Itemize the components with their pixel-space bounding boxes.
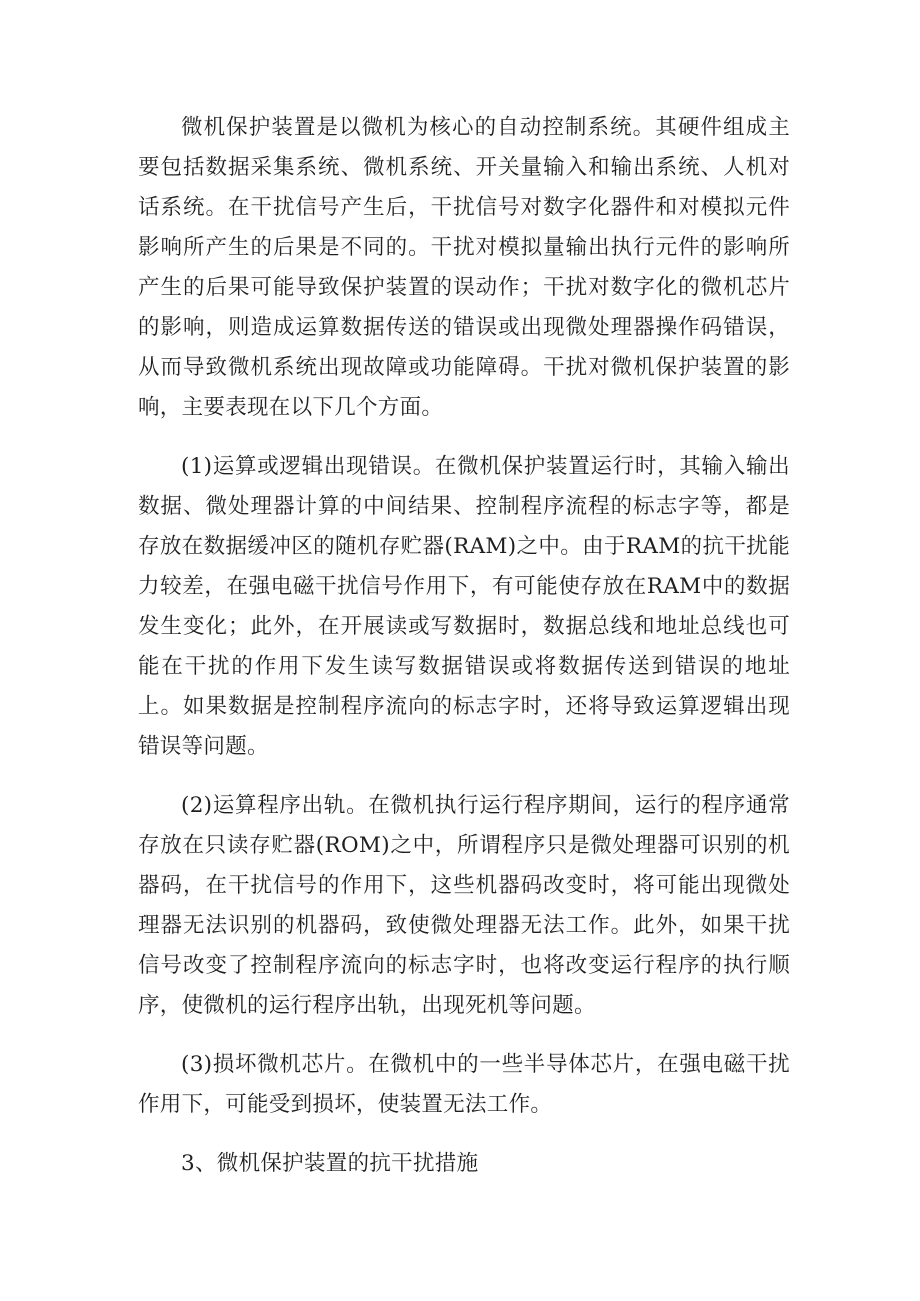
document-body — [138, 108, 790, 1184]
paragraph-item-3: (3)损坏微机芯片。在微机中的一些半导体芯片，在强电磁干扰作用下，可能受到损坏，使装置无法工作。 — [138, 1052, 790, 1117]
paragraph-item-2: (2)运算程序出轨。在微机执行运行程序期间，运行的程序通常存放在只读存贮器(ROM)之中，所谓程序只是微处理器可识别的机器码，在干扰信号的作用下，这些机器码改变时，将可能出现微处理器无法识别的机器码，致使微处理器无法工作。此外，如果干扰信号改变了控制程序流向的标志字时，也将改变运行程序的执行顺序，使微机的运行程序出轨，出现死机等问题。 — [138, 793, 790, 1018]
paragraph-item-1: (1)运算或逻辑出现错误。在微机保护装置运行时，其输入输出数据、微处理器计算的中间结果、控制程序流程的标志字等，都是存放在数据缓冲区的随机存贮器(RAM)之中。由于RAM的抗干扰能力较差，在强电磁干扰信号作用下，有可能使存放在RAM中的数据发生变化；此外，在开展读或写数据时，数据总线和地址总线也可能在干扰的作用下发生读写数据错误或将数据传送到错误的地址上。如果数据是控制程序流向的标志字时，还将导致运算逻辑出现错误等问题。 — [138, 454, 790, 759]
paragraph-intro: 微机保护装置是以微机为核心的自动控制系统。其硬件组成主要包括数据采集系统、微机系统、开关量输入和输出系统、人机对话系统。在干扰信号产生后，干扰信号对数字化器件和对模拟元件影响所产生的后果是不同的。干扰对模拟量输出执行元件的影响所产生的后果可能导致保护装置的误动作；干扰对数字化的微机芯片的影响，则造成运算数据传送的错误或出现微处理器操作码错误，从而导致微机系统出现故障或功能障碍。干扰对微机保护装置的影响，主要表现在以下几个方面。 — [138, 115, 790, 420]
section-heading: 3、微机保护装置的抗干扰措施 — [181, 1151, 479, 1176]
